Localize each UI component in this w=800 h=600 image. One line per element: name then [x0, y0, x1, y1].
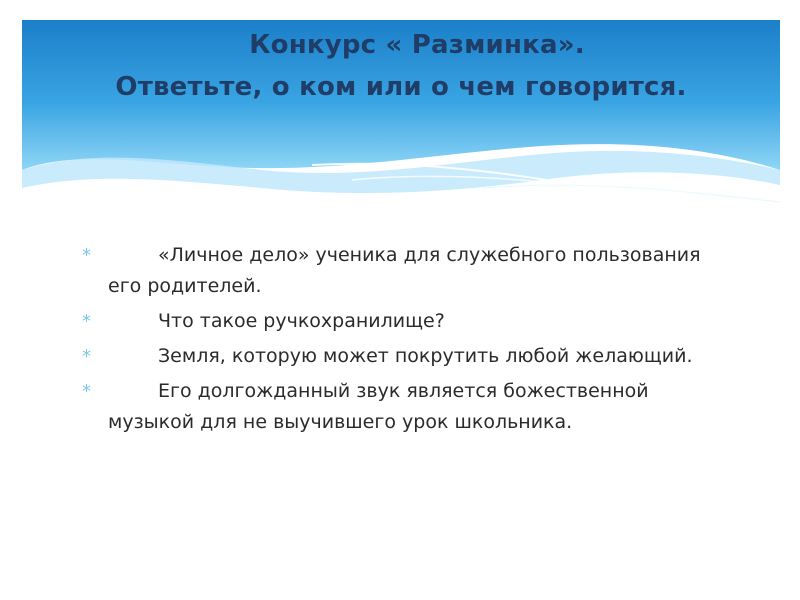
- star-bullet-icon: *: [82, 245, 91, 266]
- list-item-text: «Личное дело» ученика для служебного пользования его родителей.: [108, 244, 701, 297]
- question-list: [82, 240, 722, 442]
- star-bullet-icon: *: [82, 381, 91, 402]
- list-item: [82, 240, 722, 302]
- list-item: [82, 306, 722, 337]
- list-item: [82, 341, 722, 372]
- title-line-2: Ответьте, о ком или о чем говорится.: [115, 72, 687, 102]
- list-item-text: Что такое ручкохранилище?: [158, 310, 445, 332]
- list-item: [82, 376, 722, 438]
- list-item-text: Земля, которую может покрутить любой желающий.: [158, 345, 693, 367]
- star-bullet-icon: *: [82, 311, 91, 332]
- star-bullet-icon: *: [82, 346, 91, 367]
- list-item-text: Его долгожданный звук является божественной музыкой для не выучившего урок школьника.: [108, 380, 649, 433]
- title-text-1: Конкурс « Разминка».: [249, 30, 585, 60]
- slide-title: [22, 24, 780, 108]
- title-line-1: [22, 24, 780, 66]
